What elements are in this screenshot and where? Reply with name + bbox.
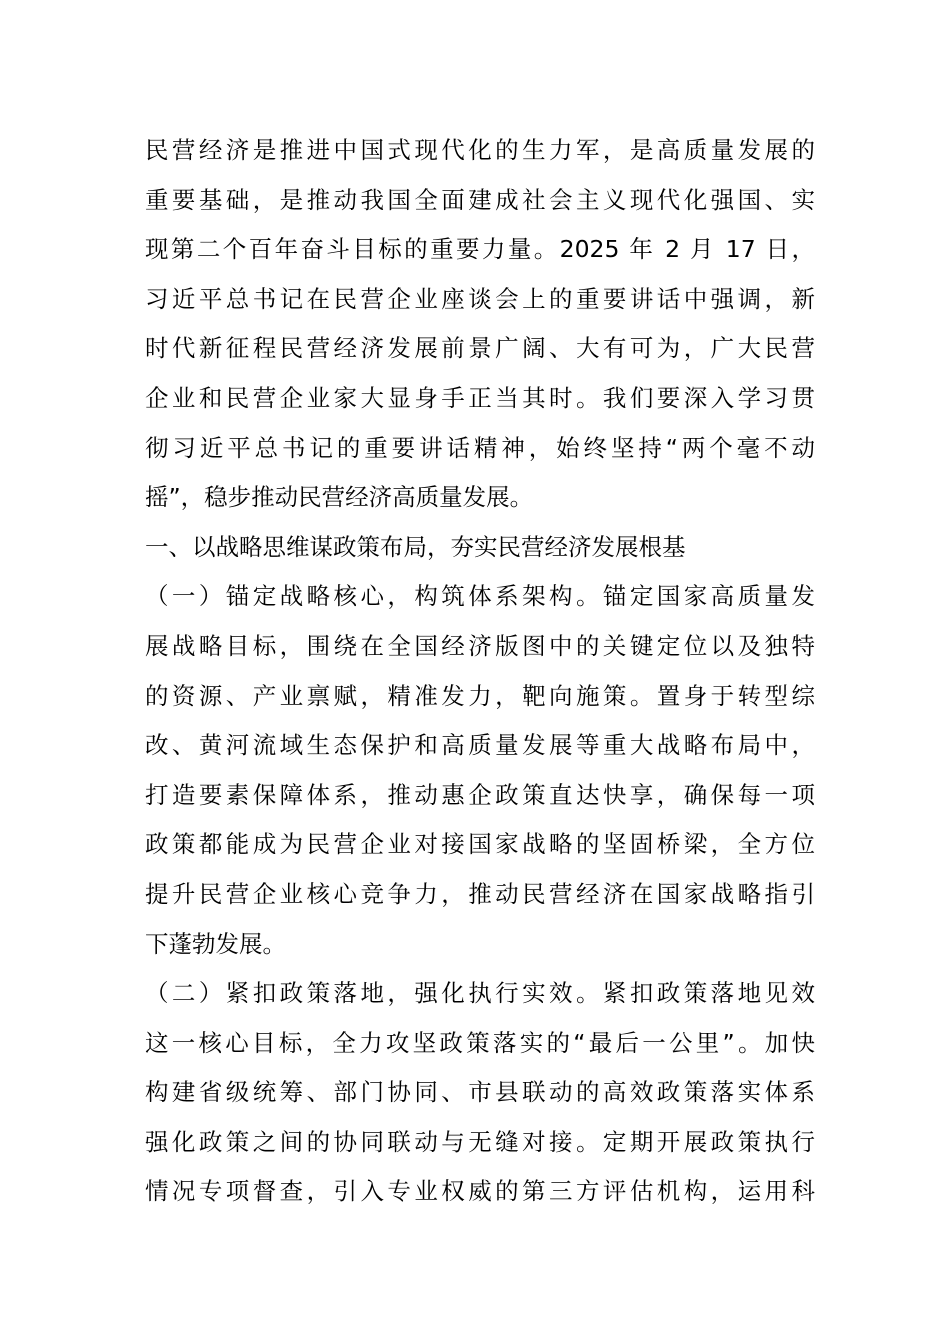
intro-line-8: 摇”，稳步推动民营经济高质量发展。: [145, 483, 534, 512]
subsection-1-line-5: 打造要素保障体系，推动惠企政策直达快享，确保每一项: [145, 780, 815, 809]
subsection-1-line-8: 下蓬勃发展。: [145, 929, 286, 958]
subsection-1-line-2: 展战略目标，围绕在全国经济版图中的关键定位以及独特: [145, 631, 815, 660]
subsection-1-line-3: 的资源、产业禀赋，精准发力，靶向施策。置身于转型综: [145, 681, 815, 710]
intro-line-1: 民营经济是推进中国式现代化的生力军，是高质量发展的: [145, 136, 815, 164]
subsection-2-line-3: 构建省级统筹、部门协同、市县联动的高效政策落实体系: [145, 1078, 815, 1107]
subsection-1-line-4: 改、黄河流域生态保护和高质量发展等重大战略布局中，: [145, 731, 815, 760]
subsection-1-line-7: 提升民营企业核心竞争力，推动民营经济在国家战略指引: [145, 879, 815, 908]
subsection-2-line-2: 这一核心目标，全力攻坚政策落实的“最后一公里”。加快: [145, 1028, 815, 1057]
subsection-2-line-5: 情况专项督查，引入专业权威的第三方评估机构，运用科: [145, 1177, 815, 1206]
intro-line-4: 习近平总书记在民营企业座谈会上的重要讲话中强调，新: [145, 284, 815, 313]
intro-line-7: 彻习近平总书记的重要讲话精神，始终坚持“两个毫不动: [145, 433, 815, 462]
subsection-2-line-1: （二）紧扣政策落地，强化执行实效。紧扣政策落地见效: [145, 979, 815, 1008]
section-heading: 一、以战略思维谋政策布局，夯实民营经济发展根基: [145, 532, 686, 561]
document-body: [145, 126, 815, 1217]
intro-line-6: 企业和民营企业家大显身手正当其时。我们要深入学习贯: [145, 383, 815, 412]
subsection-1-line-6: 政策都能成为民营企业对接国家战略的坚固桥梁，全方位: [145, 830, 815, 859]
intro-line-5: 时代新征程民营经济发展前景广阔、大有可为，广大民营: [145, 334, 815, 363]
intro-line-3: 现第二个百年奋斗目标的重要力量。2025 年 2 月 17 日，: [145, 235, 815, 264]
subsection-2-line-4: 强化政策之间的协同联动与无缝对接。定期开展政策执行: [145, 1127, 815, 1156]
subsection-1-line-1: （一）锚定战略核心，构筑体系架构。锚定国家高质量发: [145, 582, 815, 611]
intro-line-2: 重要基础，是推动我国全面建成社会主义现代化强国、实: [145, 185, 815, 214]
